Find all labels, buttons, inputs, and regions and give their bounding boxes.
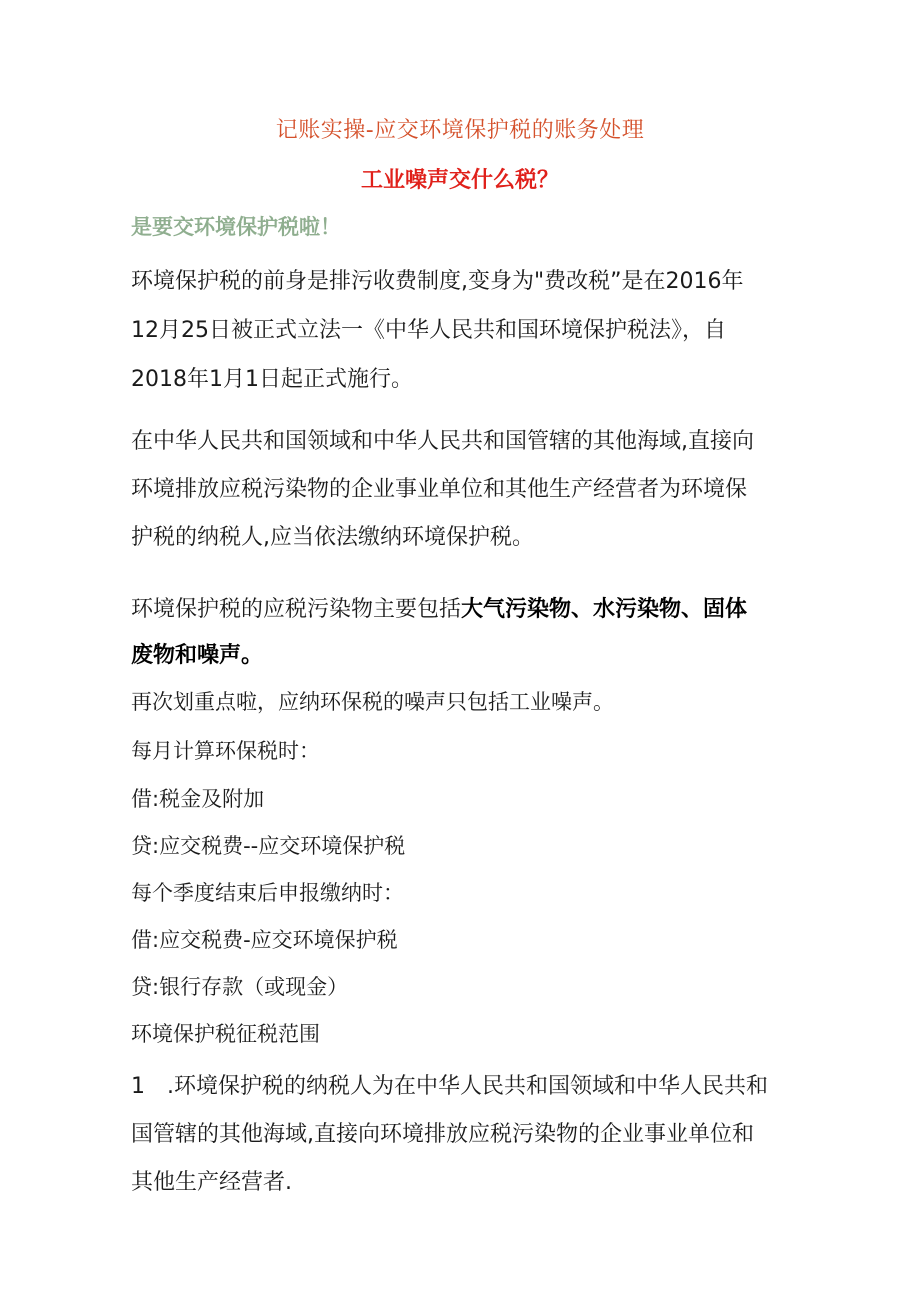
credit-entry: 贷:银行存款（或现金） [131,975,349,999]
paragraph-line: 环境排放应税污染物的企业事业单位和其他生产经营者为环境保 [131,477,748,502]
paragraph-history [131,257,791,404]
paragraph-line: 1 .环境保护税的纳税人为在中华人民共和国领域和中华人民共和 [131,1074,768,1099]
note-line: 再次划重点啦，应纳环保税的噪声只包括工业噪声。 [131,690,614,714]
quarterly-heading: 每个季度结束后申报缴纳时： [131,881,404,905]
paragraph-line: 其他生产经营者. [131,1170,292,1195]
paragraph-pollutants [131,587,791,679]
paragraph-line: 国管辖的其他海域,直接向环境排放应税污染物的企业事业单位和 [131,1122,754,1147]
document-title: 记账实操-应交环境保护税的账务处理 [275,118,645,143]
paragraph-line: 护税的纳税人,应当依法缴纳环境保护税。 [131,525,534,550]
paragraph-line: 12月25日被正式立法一《中华人民共和国环境保护税法》，自 [131,318,726,343]
green-heading: 是要交环境保护税啦！ [131,215,341,239]
document-subtitle: 工业噪声交什么税？ [360,168,559,193]
paragraph-taxpayers [131,418,791,562]
paragraph-scope [131,1063,791,1207]
paragraph-line: 环境保护税的前身是排污收费制度,变身为"费改税”是在2016年 [131,269,744,294]
pollutants-intro: 环境保护税的应税污染物主要包括 [131,597,462,622]
paragraph-line: 2018年1月1日起正式施行。 [131,367,413,392]
credit-entry: 贷:应交税费--应交环境保护税 [131,834,406,858]
paragraph-line [131,587,791,633]
pollutants-emphasis: 大气污染物、水污染物、固体 [461,597,748,622]
paragraph-line: 在中华人民共和国领域和中华人民共和国管辖的其他海域,直接向 [131,429,754,454]
monthly-calc-heading: 每月计算环保税时： [131,739,320,763]
debit-entry: 借:税金及附加 [131,787,265,811]
pollutants-emphasis: 废物和噪声。 [131,643,264,668]
scope-heading: 环境保护税征税范围 [131,1022,320,1046]
debit-entry: 借:应交税费-应交环境保护税 [131,928,398,952]
paragraph-line [131,633,791,679]
